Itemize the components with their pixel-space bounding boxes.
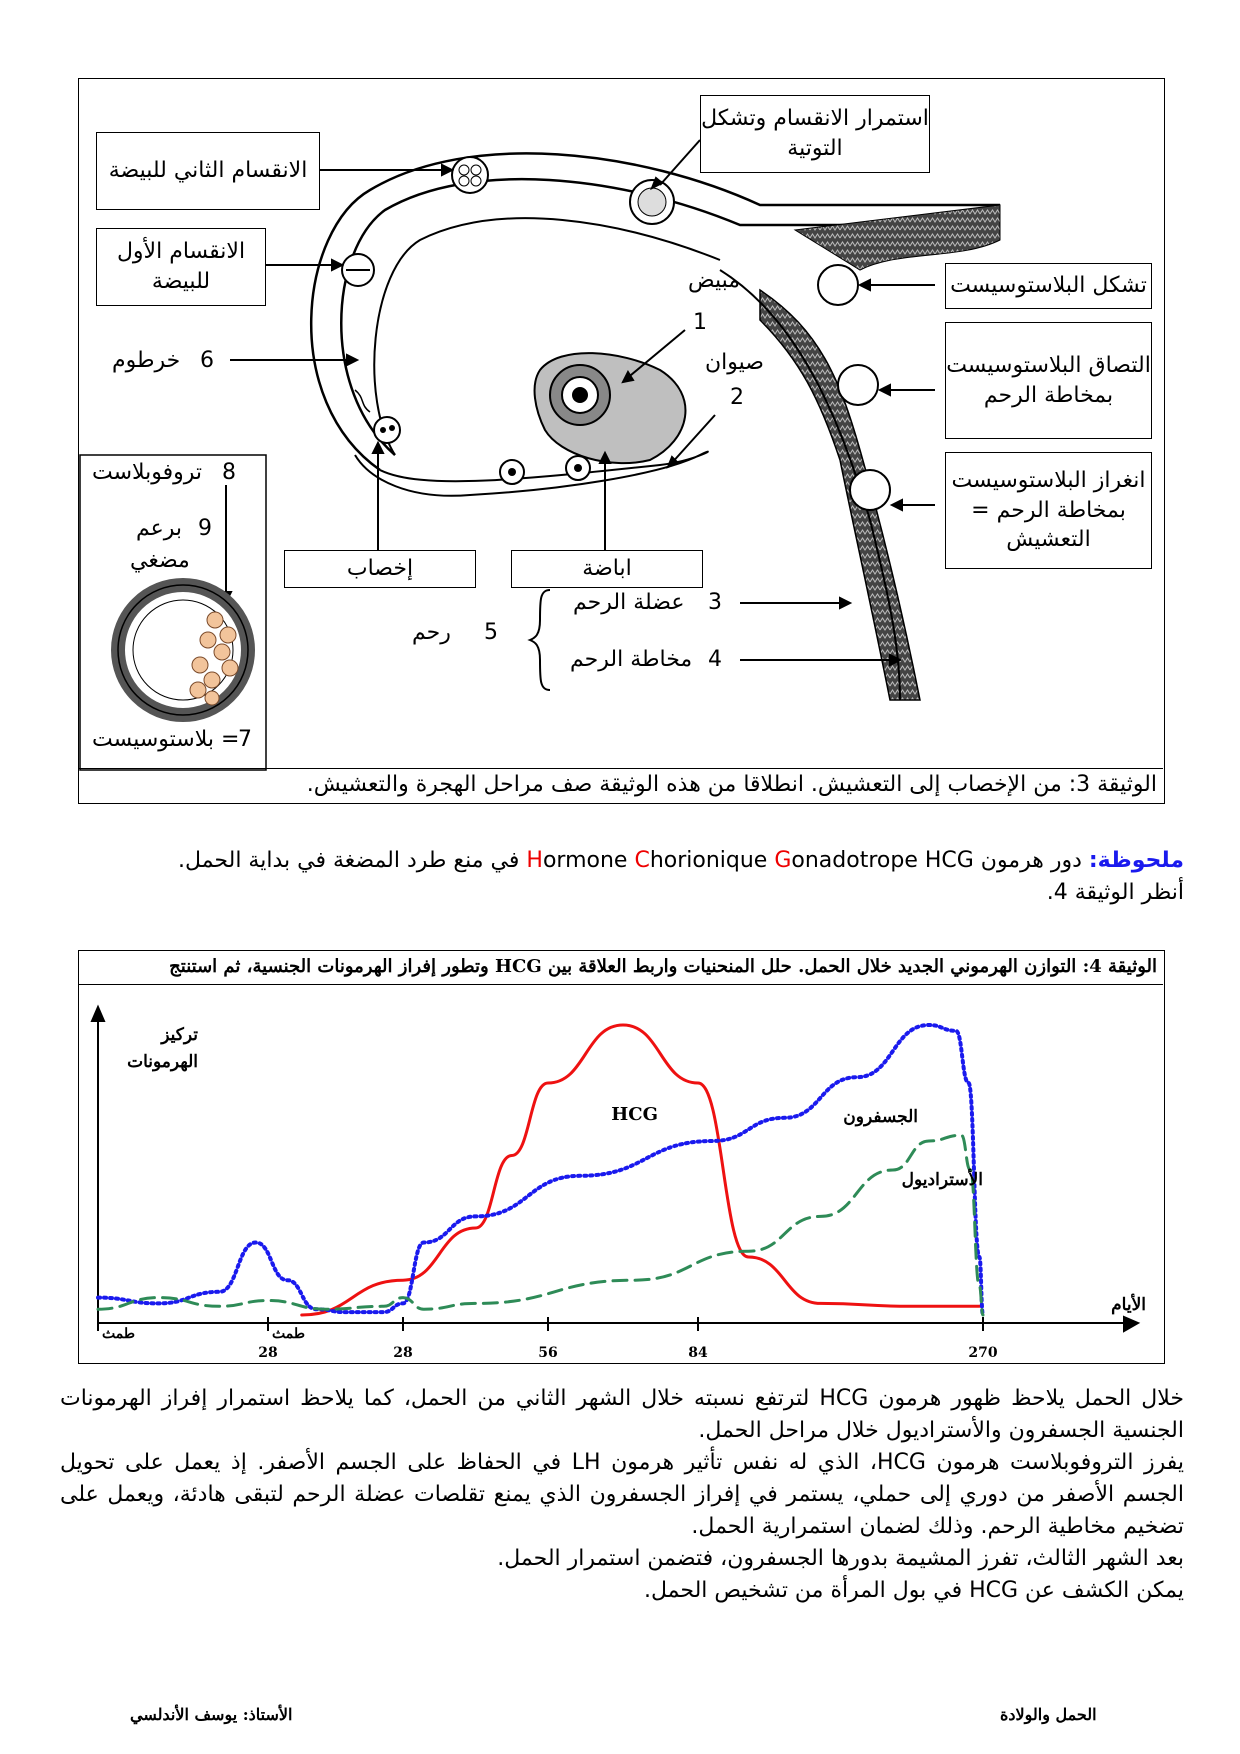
- y-axis-label-line1: تركيز: [161, 1025, 198, 1045]
- footer-subject: الحمل والولادة: [1000, 1705, 1097, 1724]
- y-axis-label-line2: الهرمونات: [127, 1052, 198, 1072]
- label-follicle: صيوان: [705, 350, 764, 375]
- label-tube-number: 6: [200, 348, 214, 373]
- x-tick-label: 84: [688, 1345, 708, 1361]
- label-trophoblast: تروفوبلاست: [92, 460, 203, 485]
- label-ovary: مبيض: [688, 268, 741, 293]
- label-uterus-number: 5: [484, 620, 498, 645]
- body-paragraph-4: يمكن الكشف عن HCG في بول المرأة من تشخيص الحمل.: [644, 1578, 1184, 1603]
- label-ovulation: اباضة: [511, 550, 703, 588]
- label-embryo-bud-line2: مضغي: [130, 548, 190, 573]
- label-uterus: رحم: [412, 620, 451, 645]
- x-axis-label: الأيام: [1111, 1295, 1146, 1315]
- label-ovary-number: 1: [693, 310, 707, 335]
- label-first-division: الانقسام الأول للبيضة: [96, 228, 266, 306]
- body-paragraph-3: بعد الشهر الثالث، تفرز المشيمة بدورها الجسفرون، فتضمن استمرار الحمل.: [497, 1546, 1184, 1571]
- label-endometrium-number: 4: [708, 647, 722, 672]
- series-label-estradiol: الأستراديول: [901, 1170, 983, 1190]
- label-myometrium-number: 3: [708, 590, 722, 615]
- label-endometrium: مخاطة الرحم: [570, 647, 693, 672]
- label-embryo-bud-line1: برعم: [136, 516, 183, 541]
- x-tick-label: 28: [258, 1345, 278, 1361]
- document-3-caption: الوثيقة 3: من الإخصاب إلى التعشيش. انطلاقا من هذه الوثيقة صف مراحل الهجرة والتعشيش.: [78, 768, 1163, 801]
- hcg-full-name: Hormone Chorionique Gonadotrope HCG: [526, 848, 974, 873]
- label-follicle-number: 2: [730, 385, 744, 410]
- note-line-2: أنظر الوثيقة 4.: [1046, 880, 1184, 905]
- label-embryo-bud-number: 9: [198, 516, 212, 541]
- label-myometrium: عضلة الرحم: [573, 590, 685, 615]
- x-tick-label: طمث: [102, 1326, 135, 1342]
- x-tick-label: طمث: [272, 1326, 305, 1342]
- note-text-after: في منع طرد المضغة في بداية الحمل.: [178, 848, 527, 873]
- note-text-before: دور هرمون: [973, 848, 1082, 873]
- label-blastocyst-formation: تشكل البلاستوسيست: [945, 263, 1152, 309]
- label-fertilization: إخصاب: [284, 550, 476, 588]
- hormone-chart: [78, 985, 1163, 1362]
- note-title: ملحوظة:: [1088, 848, 1184, 873]
- series-label-hcg: HCG: [611, 1104, 658, 1125]
- series-line-estradiol: [98, 1135, 983, 1315]
- x-tick-label: 270: [968, 1345, 998, 1361]
- label-implantation: انغراز البلاستوسيست بمخاطة الرحم = التعشيش: [945, 452, 1152, 569]
- series-line-progesterone: [98, 1025, 983, 1315]
- footer-teacher: الأستاذ: يوسف الأندلسي: [130, 1705, 293, 1724]
- label-tube: خرطوم: [112, 348, 181, 373]
- body-paragraph-2: يفرز التروفوبلاست هرمون HCG، الذي له نفس تأثير هرمون LH في الحفاظ على الجسم الأصفر. إذ يعمل على تحويل الجسم الأصفر من دوري إلى حملي، يستمر في إفراز الجسفرون الذي يمنع تقلصات عضلة الرحم لتبقى هادئة، ويعمل على تضخيم مخاطية الرحم. وذلك لضمان استمرارية الحمل.: [60, 1450, 1184, 1539]
- body-paragraph-1: خلال الحمل يلاحظ ظهور هرمون HCG لترتفع نسبته خلال الشهر الثاني من الحمل، كما يلاحظ استمرار إفراز الهرمونات الجنسية الجسفرون والأستراديول خلال مراحل الحمل.: [60, 1386, 1184, 1443]
- label-attachment: التصاق البلاستوسيست بمخاطة الرحم: [945, 322, 1152, 439]
- document-4-title: الوثيقة 4: التوازن الهرموني الجديد خلال الحمل. حلل المنحنيات واربط العلاقة بين HCG وتطور إفراز الهرمونات الجنسية، ثم استنتج: [78, 950, 1163, 985]
- x-tick-label: 56: [538, 1345, 558, 1361]
- x-tick-label: 28: [393, 1345, 413, 1361]
- label-second-division: الانقسام الثاني للبيضة: [96, 132, 320, 210]
- series-label-progesterone: الجسفرون: [843, 1107, 918, 1127]
- label-trophoblast-number: 8: [222, 460, 236, 485]
- label-blastocyst: = بلاستوسيست: [92, 727, 240, 752]
- label-morula: استمرار الانقسام وتشكل التوتية: [700, 95, 930, 173]
- label-blastocyst-number: 7: [238, 727, 252, 752]
- note-paragraph: [60, 845, 1184, 909]
